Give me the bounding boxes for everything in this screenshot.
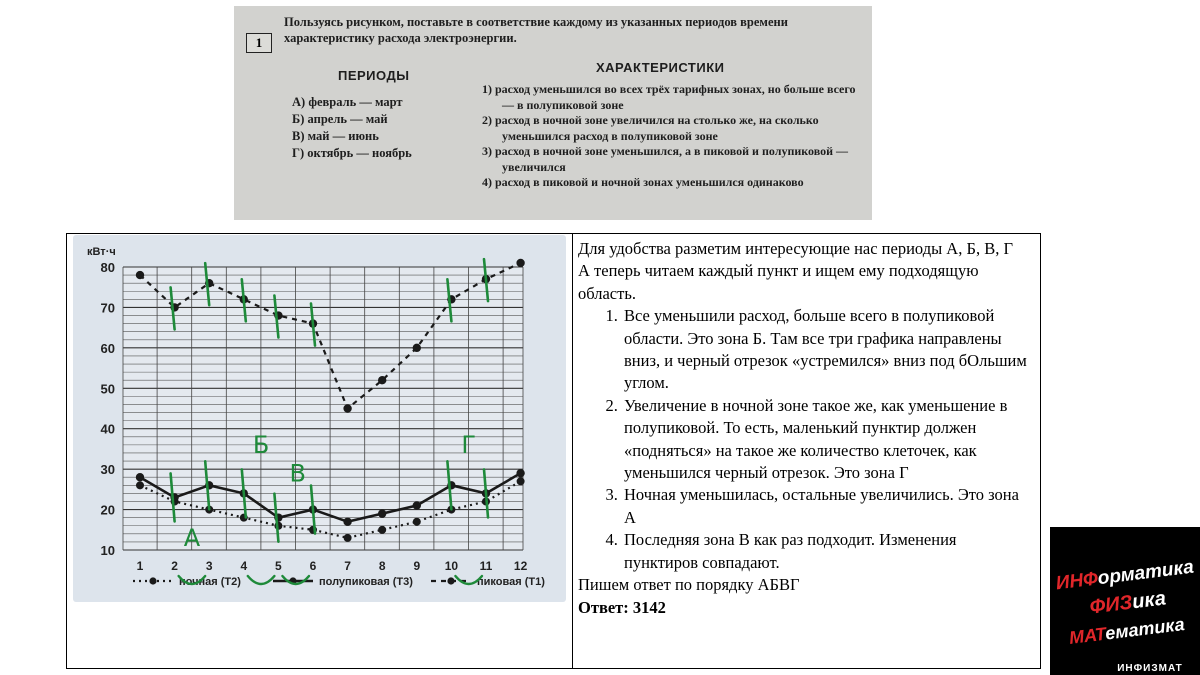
logo-word-part: МАТ (1067, 623, 1107, 649)
task-card (234, 6, 872, 220)
green-period-letter: В (289, 459, 306, 488)
x-tick-label: 1 (136, 559, 144, 573)
period-item: А) февраль — март (292, 95, 403, 109)
x-tick-label: 7 (344, 559, 351, 573)
logo-informatika (1055, 557, 1196, 595)
solution-item: 3. Ночная уменьшилась, остальные увеличились. Это зона А (622, 484, 1034, 529)
data-point (413, 344, 421, 352)
solution-list (578, 305, 1034, 574)
data-point (343, 404, 351, 412)
solution-intro-1: Для удобства разметим интересующие нас периоды А, Б, В, Г (578, 239, 1013, 258)
x-tick-label: 8 (378, 559, 386, 573)
data-point (344, 534, 352, 542)
green-period-letter: Г (461, 430, 477, 459)
x-tick-label: 6 (309, 559, 317, 573)
legend-label: полупиковая (Т3) (319, 576, 413, 588)
characteristic-item: 1) расход уменьшился во всех трёх тарифных зонах, но больше всего — в полупиковой зоне (482, 82, 856, 112)
characteristics-list (482, 82, 862, 191)
period-item: Б) апрель — май (292, 112, 388, 126)
periods-header: ПЕРИОДЫ (338, 68, 410, 83)
legend-label: ночная (Т2) (179, 576, 241, 588)
data-point (136, 271, 144, 279)
plot-area (123, 267, 523, 550)
data-point (378, 526, 386, 534)
x-tick-label: 10 (444, 559, 459, 573)
x-tick-label: 3 (205, 559, 213, 573)
characteristics-header: ХАРАКТЕРИСТИКИ (596, 60, 725, 75)
y-tick-label: 10 (100, 543, 115, 558)
data-point (516, 469, 524, 477)
task-question: Пользуясь рисунком, поставьте в соответствие каждому из указанных периодов времени характеристику расхода электроэнергии. (284, 15, 788, 45)
logo-fizika (1088, 587, 1167, 618)
data-point (517, 477, 525, 485)
y-axis-label: кВт·ч (87, 246, 116, 258)
characteristic-item: 2) расход в ночной зоне увеличился на столько же, на сколько уменьшился расход в полупиковой зоне (482, 113, 819, 143)
green-period-letter: А (183, 523, 201, 552)
legend-marker (149, 577, 156, 584)
y-tick-label: 60 (100, 340, 115, 356)
data-point (136, 481, 144, 489)
logo-word-part: ФИЗ (1088, 591, 1134, 619)
x-tick-label: 11 (479, 559, 493, 573)
solution-item: 1. Все уменьшили расход, больше всего в полупиковой области. Это зона Б. Там все три графика направлены вниз, и черный отрезок «устремился» вниз под бОльшим углом. (622, 305, 1034, 395)
green-period-arc (248, 576, 275, 584)
data-point (378, 376, 386, 384)
logo-graphic (1050, 527, 1200, 675)
logo-word-part: ика (1130, 587, 1168, 614)
electricity-chart (73, 235, 566, 602)
logo-matematika (1068, 614, 1186, 648)
task-number: 1 (246, 33, 272, 53)
solution-text (578, 238, 1034, 619)
chart-photo (73, 235, 566, 602)
x-tick-label: 9 (413, 559, 421, 573)
legend-label: пиковая (Т1) (477, 576, 545, 588)
y-tick-label: 70 (100, 300, 115, 316)
data-point (516, 259, 524, 267)
period-item: Г) октябрь — ноябрь (292, 146, 412, 160)
solution-outro: Пишем ответ по порядку АБВГ (578, 575, 800, 595)
characteristic-item: 4) расход в пиковой и ночной зонах уменьшился одинаково (482, 175, 804, 189)
data-point (343, 518, 351, 526)
infizmat-logo (1050, 527, 1200, 675)
y-tick-label: 20 (100, 502, 115, 518)
data-point (413, 501, 421, 509)
data-point (413, 518, 421, 526)
legend-marker (447, 577, 454, 584)
period-item: В) май — июнь (292, 129, 379, 143)
logo-word-part: ематика (1104, 614, 1186, 644)
logo-footer: ИНФИЗМАТ (1117, 663, 1183, 674)
green-period-letter: Б (252, 430, 270, 459)
y-tick-label: 40 (100, 421, 115, 437)
answer: Ответ: 3142 (578, 597, 666, 617)
periods-list (292, 94, 412, 162)
x-tick-label: 5 (275, 559, 282, 573)
y-tick-label: 80 (100, 260, 115, 275)
solution-intro-2: А теперь читаем каждый пункт и ищем ему подходящую область. (578, 261, 979, 303)
x-tick-label: 2 (171, 559, 178, 573)
logo-word-part: орматика (1096, 556, 1195, 590)
solution-item: 4. Последняя зона В как раз подходит. Изменения пунктиров совпадают. (622, 529, 1034, 574)
x-tick-label: 4 (240, 559, 248, 573)
data-point (136, 473, 144, 481)
y-tick-label: 50 (100, 381, 115, 397)
characteristic-item: 3) расход в ночной зоне уменьшился, а в пиковой и полупиковой — увеличился (482, 144, 849, 174)
table-divider (572, 233, 573, 669)
y-tick-label: 30 (100, 462, 115, 478)
solution-item: 2. Увеличение в ночной зоне такое же, как уменьшение в полупиковой. То есть, маленький пунктир должен «подняться» на такое же количество клеточек, как уменьшился черный отрезок. Это зона Г (622, 395, 1034, 485)
logo-word-part: ИНФ (1054, 568, 1100, 595)
x-tick-label: 12 (513, 559, 528, 573)
data-point (378, 509, 386, 517)
